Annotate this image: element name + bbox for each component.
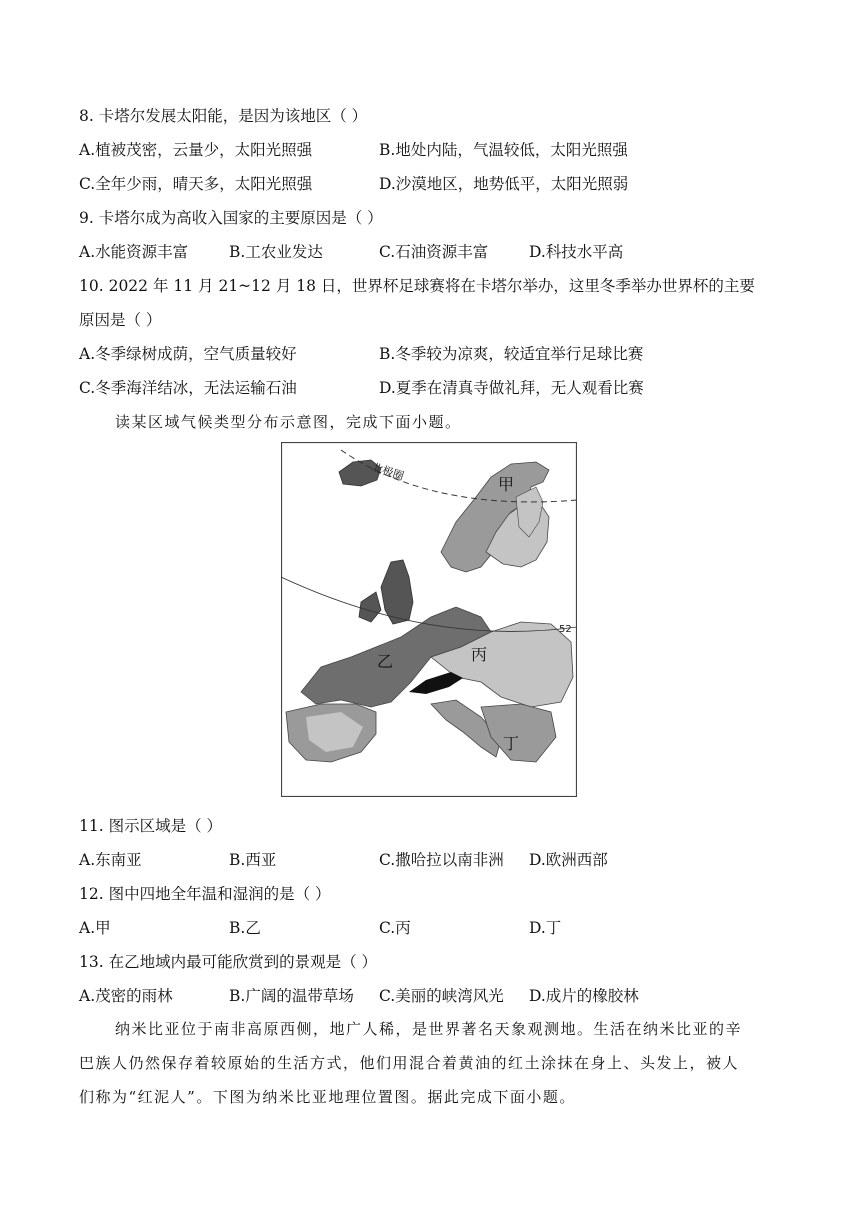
q13-option-b[interactable]: B.广阔的温带草场 [229, 987, 354, 1005]
namibia-intro-line2: 巴族人仍然保存着较原始的生活方式，他们用混合着黄油的红土涂抹在身上、头发上，被人 [79, 1054, 740, 1072]
q11-option-a[interactable]: A.东南亚 [79, 851, 142, 869]
map-intro-text: 读某区域气候类型分布示意图，完成下面小题。 [115, 413, 462, 431]
q10-option-c[interactable]: C.冬季海洋结冰，无法运输石油 [79, 379, 297, 397]
arctic-circle-label: 北极圈 [370, 460, 406, 484]
q11-stem: 11. 图示区域是（ ） [79, 817, 223, 835]
q13-option-c[interactable]: C.美丽的峡湾风光 [379, 987, 504, 1005]
q10-option-d[interactable]: D.夏季在清真寺做礼拜，无人观看比赛 [379, 379, 644, 397]
q11-option-b[interactable]: B.西亚 [229, 851, 277, 869]
q12-option-a[interactable]: A.甲 [79, 919, 111, 937]
region-jia-label: 甲 [498, 475, 515, 494]
q10-stem-line1: 10. 2022 年 11 月 21~12 月 18 日，世界杯足球赛将在卡塔尔举办，这里冬季举办世界杯的主要 [79, 277, 755, 295]
q12-option-c[interactable]: C.丙 [379, 919, 411, 937]
q9-option-d[interactable]: D.科技水平高 [529, 243, 624, 261]
q8-option-a[interactable]: A.植被茂密，云量少，太阳光照强 [79, 141, 313, 159]
latitude-52-label: 52 [559, 624, 572, 635]
q9-stem: 9. 卡塔尔成为高收入国家的主要原因是（ ） [79, 209, 383, 227]
q12-option-b[interactable]: B.乙 [229, 919, 261, 937]
q12-stem: 12. 图中四地全年温和湿润的是（ ） [79, 885, 331, 903]
q13-option-a[interactable]: A.茂密的雨林 [79, 987, 173, 1005]
q13-stem: 13. 在乙地域内最可能欣赏到的景观是（ ） [79, 953, 378, 971]
region-yi-label: 乙 [377, 652, 394, 671]
namibia-intro-line3: 们称为“红泥人”。下图为纳米比亚地理位置图。据此完成下面小题。 [79, 1088, 576, 1106]
q8-option-d[interactable]: D.沙漠地区，地势低平，太阳光照弱 [379, 175, 629, 193]
q10-stem-line2: 原因是（ ） [79, 311, 162, 329]
q8-option-b[interactable]: B.地处内陆，气温较低，太阳光照强 [379, 141, 628, 159]
q8-option-c[interactable]: C.全年少雨，晴天多，太阳光照强 [79, 175, 313, 193]
region-ding-label: 丁 [503, 734, 520, 753]
q8-stem: 8. 卡塔尔发展太阳能，是因为该地区（ ） [79, 107, 368, 125]
q11-option-d[interactable]: D.欧洲西部 [529, 851, 608, 869]
namibia-intro-paragraph [79, 1012, 784, 1114]
q9-option-b[interactable]: B.工农业发达 [229, 243, 323, 261]
q10-option-b[interactable]: B.冬季较为凉爽，较适宜举行足球比赛 [379, 345, 644, 363]
q10-option-a[interactable]: A.冬季绿树成荫，空气质量较好 [79, 345, 297, 363]
namibia-intro-line1: 纳米比亚位于南非高原西侧，地广人稀，是世界著名天象观测地。生活在纳米比亚的辛 [115, 1020, 743, 1038]
q9-option-c[interactable]: C.石油资源丰富 [379, 243, 489, 261]
climate-map-figure [281, 442, 577, 797]
region-bing-label: 丙 [471, 645, 488, 664]
q12-option-d[interactable]: D.丁 [529, 919, 562, 937]
q9-option-a[interactable]: A.水能资源丰富 [79, 243, 189, 261]
q11-option-c[interactable]: C.撒哈拉以南非洲 [379, 851, 504, 869]
q13-option-d[interactable]: D.成片的橡胶林 [529, 987, 639, 1005]
